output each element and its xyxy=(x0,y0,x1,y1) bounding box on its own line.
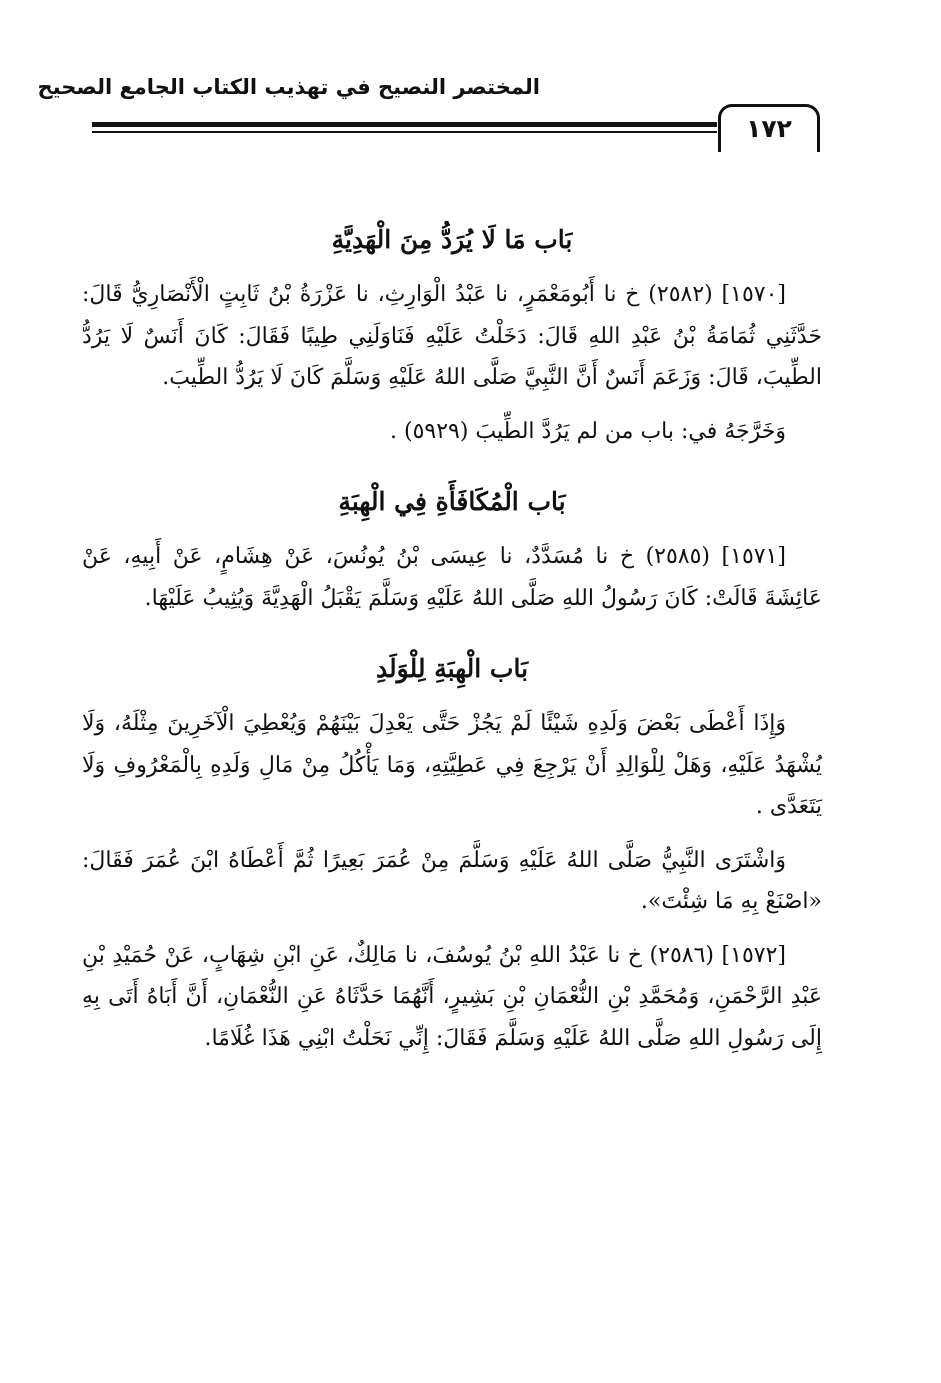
section-heading: بَاب مَا لَا يُرَدُّ مِنَ الْهَدِيَّةِ xyxy=(331,225,573,254)
section-heading: بَاب الْهِبَةِ لِلْوَلَدِ xyxy=(375,654,529,683)
cross-reference-note: وَخَرَّجَهُ في: باب من لم يَرُدَّ الطِّيبَ (٥٩٢٩) . xyxy=(390,418,786,444)
hadith-paragraph: [١٥٧١] (٢٥٨٥) خ نا مُسَدَّدٌ، نا عِيسَى بْنُ يُونُسَ، عَنْ هِشَامٍ، عَنْ أَبِيهِ، عَنْ عَائِشَةَ قَالَتْ: كَانَ رَسُولُ اللهِ صَلَّى اللهُ عَلَيْهِ وَسَلَّمَ يَقْبَلُ الْهَدِيَّةَ وَيُثِيبُ عَلَيْهَا. xyxy=(82,544,822,611)
hadith-paragraph: [١٥٧٢] (٢٥٨٦) خ نا عَبْدُ اللهِ بْنُ يُوسُفَ، نا مَالِكٌ، عَنِ ابْنِ شِهَابٍ، عَنْ حُمَيْدِ بْنِ عَبْدِ الرَّحْمَنِ، وَمُحَمَّدِ بْنِ النُّعْمَانِ بْنِ بَشِيرٍ، أَنَّهُمَا حَدَّثَاهُ عَنِ النُّعْمَانِ، أَنَّ أَبَاهُ أَتَى بِهِ إِلَى رَسُولِ اللهِ صَلَّى اللهُ عَلَيْهِ وَسَلَّمَ فَقَالَ: إِنِّي نَحَلْتُ ابْنِي هَذَا غُلَامًا. xyxy=(82,942,822,1051)
chapter-commentary: وَإِذَا أَعْطَى بَعْضَ وَلَدِهِ شَيْئًا لَمْ يَجُزْ حَتَّى يَعْدِلَ بَيْنَهُمْ وَيُعْطِيَ الْآخَرِينَ مِثْلَهُ، وَلَا يُشْهَدُ عَلَيْهِ، وَهَلْ لِلْوَالِدِ أَنْ يَرْجِعَ فِي عَطِيَّتِهِ، وَمَا يَأْكُلُ مِنْ مَالِ وَلَدِهِ بِالْمَعْرُوفِ وَلَا يَتَعَدَّى . xyxy=(82,711,822,819)
running-title: المختصر النصيح في تهذيب الكتاب الجامع الصحيح xyxy=(37,75,540,99)
header-rule-thin xyxy=(92,131,717,133)
chapter-commentary: وَاشْتَرَى النَّبِيُّ صَلَّى اللهُ عَلَيْهِ وَسَلَّمَ مِنْ عُمَرَ بَعِيرًا ثُمَّ أَعْطَاهُ ابْنَ عُمَرَ فَقَالَ: «اصْنَعْ بِهِ مَا شِئْتَ». xyxy=(82,847,822,914)
header-rule-thick xyxy=(92,122,717,127)
hadith-paragraph: [١٥٧٠] (٢٥٨٢) خ نا أَبُومَعْمَرٍ، نا عَبْدُ الْوَارِثِ، نا عَزْرَةُ بْنُ ثَابِتٍ الْأَنْصَارِيُّ قَالَ: حَدَّثَنِي ثُمَامَةُ بْنُ عَبْدِ اللهِ قَالَ: دَخَلْتُ عَلَيْهِ فَنَاوَلَنِي طِيبًا فَقَالَ: كَانَ أَنَسٌ لَا يَرُدُّ الطِّيبَ، قَالَ: وَزَعَمَ أَنَسٌ أَنَّ النَّبِيَّ صَلَّى اللهُ عَلَيْهِ وَسَلَّمَ كَانَ لَا يَرُدُّ الطِّيبَ. xyxy=(82,282,822,390)
section-heading: بَاب الْمُكَافَأَةِ فِي الْهِبَةِ xyxy=(338,487,566,516)
body-text xyxy=(82,220,822,1059)
page-number: ١٧٢ xyxy=(718,104,820,152)
